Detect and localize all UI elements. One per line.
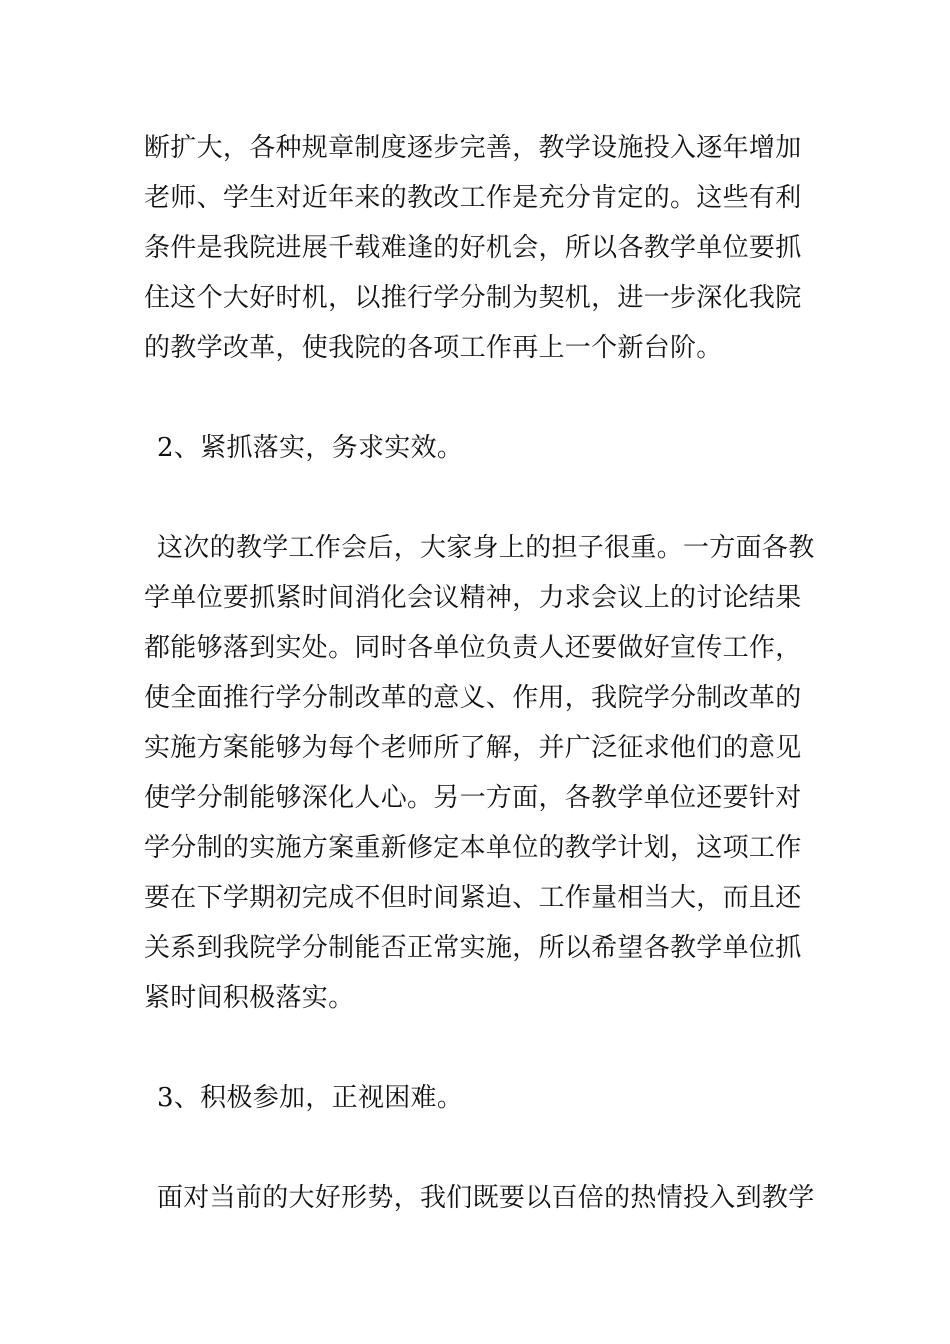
paragraph-line: 这次的教学工作会后，大家身上的担子很重。一方面各教 bbox=[157, 533, 815, 563]
paragraph-line: 断扩大，各种规章制度逐步完善，教学设施投入逐年增加 bbox=[144, 133, 802, 163]
paragraph-line: 学分制的实施方案重新修定本单位的教学计划，这项工作 bbox=[144, 833, 802, 863]
section-heading: 3、积极参加，正视困难。 bbox=[157, 1083, 464, 1113]
paragraph-line: 条件是我院进展千载难逢的好机会，所以各教学单位要抓 bbox=[144, 233, 802, 263]
paragraph-line: 学单位要抓紧时间消化会议精神，力求会议上的讨论结果 bbox=[144, 583, 802, 613]
paragraph-line: 紧时间积极落实。 bbox=[144, 983, 355, 1013]
paragraph-line: 要在下学期初完成不但时间紧迫、工作量相当大，而且还 bbox=[144, 883, 802, 913]
paragraph-line: 都能够落到实处。同时各单位负责人还要做好宣传工作， bbox=[144, 633, 802, 663]
paragraph-line: 实施方案能够为每个老师所了解，并广泛征求他们的意见 bbox=[144, 733, 802, 763]
paragraph-line: 面对当前的大好形势，我们既要以百倍的热情投入到教学 bbox=[157, 1183, 815, 1213]
paragraph-line: 的教学改革，使我院的各项工作再上一个新台阶。 bbox=[144, 333, 723, 363]
paragraph-line: 使全面推行学分制改革的意义、作用，我院学分制改革的 bbox=[144, 683, 802, 713]
paragraph-line: 关系到我院学分制能否正常实施，所以希望各教学单位抓 bbox=[144, 933, 802, 963]
section-heading: 2、紧抓落实，务求实效。 bbox=[157, 433, 464, 463]
paragraph-line: 使学分制能够深化人心。另一方面，各教学单位还要针对 bbox=[144, 783, 802, 813]
paragraph-line: 住这个大好时机，以推行学分制为契机，进一步深化我院 bbox=[144, 283, 802, 313]
paragraph-line: 老师、学生对近年来的教改工作是充分肯定的。这些有利 bbox=[144, 183, 802, 213]
